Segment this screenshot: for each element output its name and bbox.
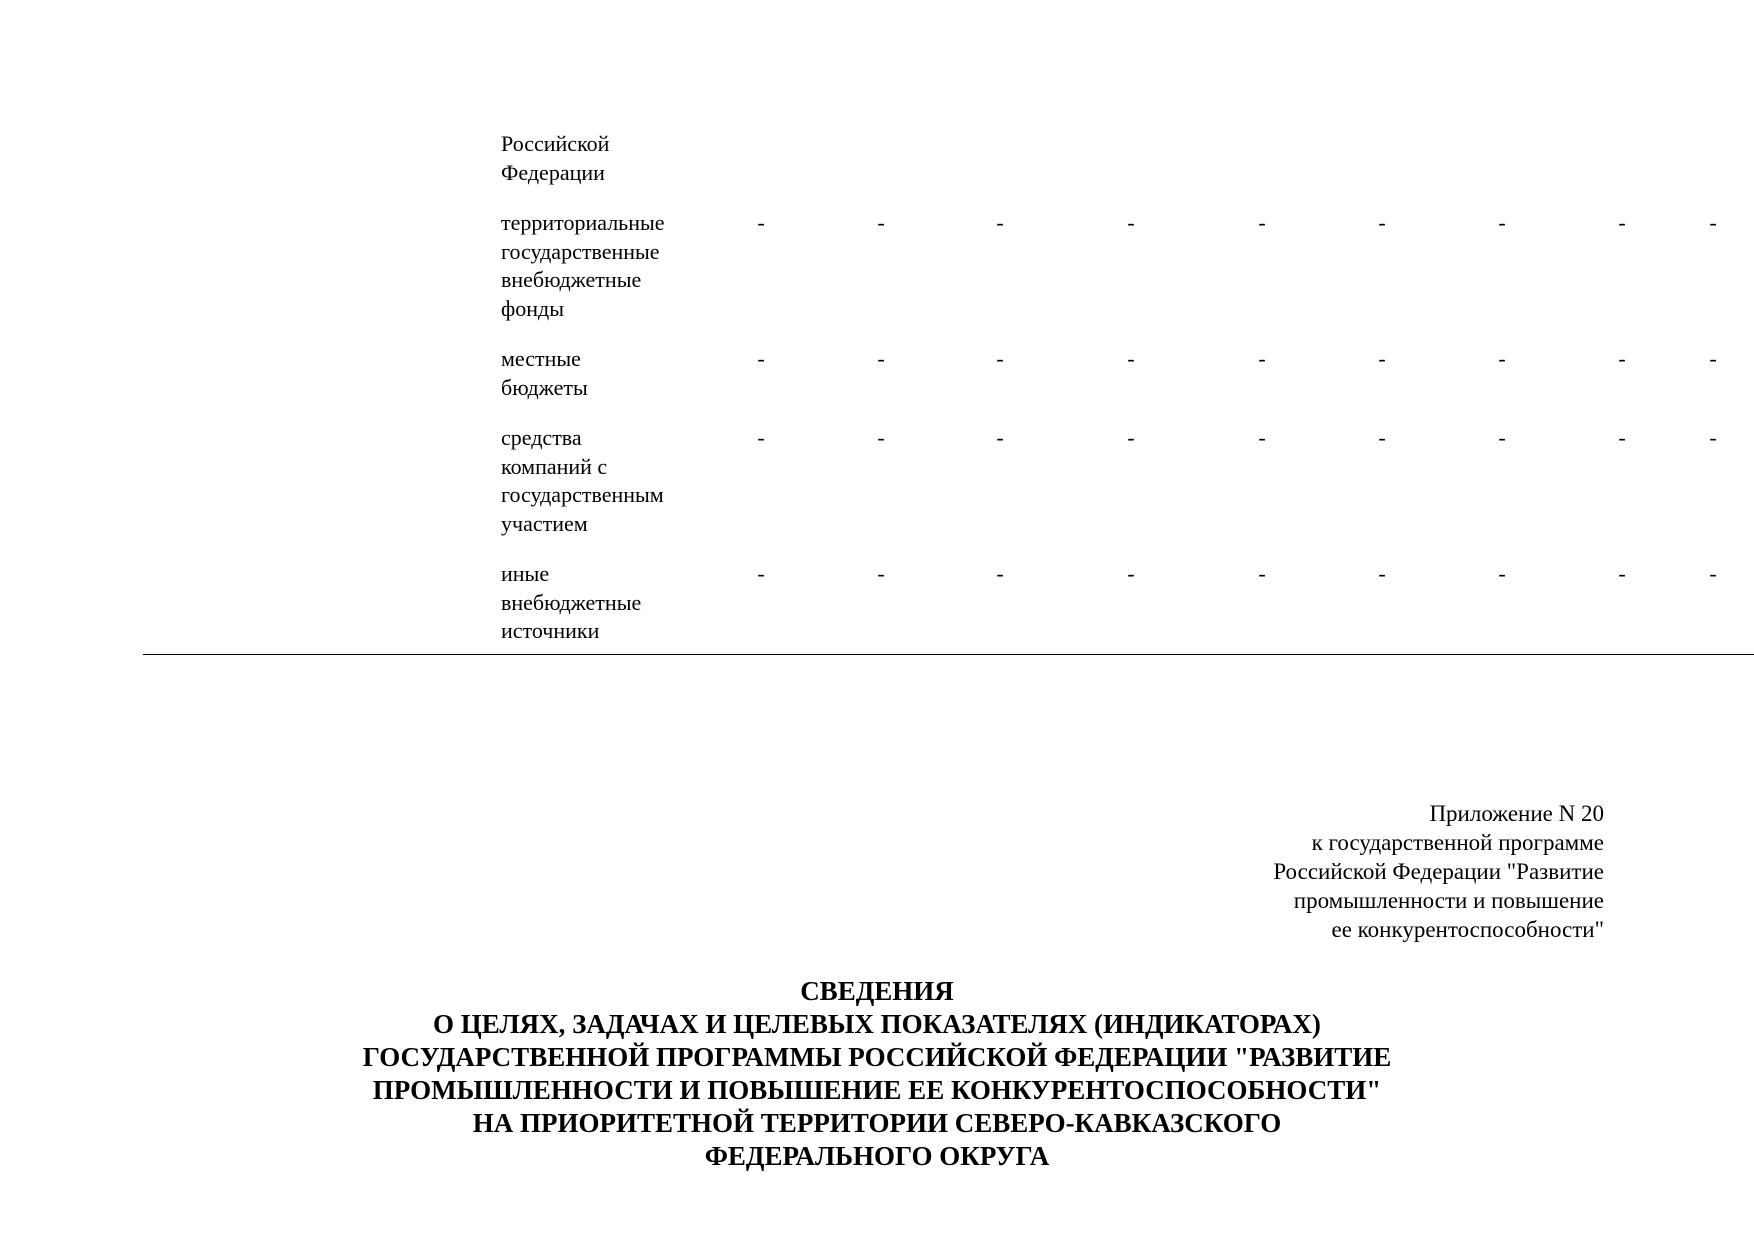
table-cell: - [996, 346, 1004, 371]
row-label: местные бюджеты [501, 346, 588, 400]
table-cell: - [1378, 210, 1386, 235]
table-cell: - [1127, 346, 1135, 371]
table-cell: - [757, 346, 765, 371]
table-cell: - [1709, 210, 1717, 235]
table-cell: - [1127, 561, 1135, 586]
appendix-line: Приложение N 20 [1429, 801, 1604, 826]
appendix-line: промышленности и повышение [1293, 888, 1604, 913]
row-label: территориальные государственные внебюджетные фонды [501, 210, 665, 321]
table-cell: - [877, 346, 885, 371]
table-cell: - [1127, 425, 1135, 450]
table-cell: - [1258, 346, 1266, 371]
table-cell: - [1258, 561, 1266, 586]
table-cell: - [757, 210, 765, 235]
table-cell: - [1618, 561, 1626, 586]
row-label: средства компаний с государственным участием [501, 425, 664, 536]
table-cell: - [877, 561, 885, 586]
table-cell: - [1618, 210, 1626, 235]
table-cell: - [996, 561, 1004, 586]
table-cell: - [877, 425, 885, 450]
table-cell: - [1618, 346, 1626, 371]
table-cell: - [877, 210, 885, 235]
title-line: О ЦЕЛЯХ, ЗАДАЧАХ И ЦЕЛЕВЫХ ПОКАЗАТЕЛЯХ (ИНДИКАТОРАХ) [433, 1009, 1321, 1039]
title-line: ГОСУДАРСТВЕННОЙ ПРОГРАММЫ РОССИЙСКОЙ ФЕДЕРАЦИИ "РАЗВИТИЕ [362, 1042, 1392, 1072]
table-cell: - [1498, 561, 1506, 586]
table-cell: - [1498, 346, 1506, 371]
table-cell: - [1709, 561, 1717, 586]
table-cell: - [1618, 425, 1626, 450]
table-cell: - [1127, 210, 1135, 235]
appendix-line: Российской Федерации "Развитие [1273, 859, 1604, 884]
appendix-line: ее конкурентоспособности" [1331, 917, 1604, 942]
title-line: ПРОМЫШЛЕННОСТИ И ПОВЫШЕНИЕ ЕЕ КОНКУРЕНТОСПОСОБНОСТИ" [372, 1075, 1382, 1105]
table-cell: - [996, 210, 1004, 235]
title-line: СВЕДЕНИЯ [800, 976, 954, 1006]
table-cell: - [996, 425, 1004, 450]
table-cell: - [1378, 425, 1386, 450]
appendix-reference [1273, 799, 1604, 944]
table-cell: - [757, 425, 765, 450]
table-bottom-rule [143, 654, 1754, 655]
table-cell: - [1378, 346, 1386, 371]
table-cell: - [757, 561, 765, 586]
table-cell: - [1498, 210, 1506, 235]
table-cell: - [1258, 210, 1266, 235]
document-title [0, 975, 1754, 1173]
appendix-line: к государственной программе [1311, 830, 1604, 855]
table-cell: - [1709, 425, 1717, 450]
table-cell: - [1709, 346, 1717, 371]
row-label: иные внебюджетные источники [501, 561, 642, 643]
table-cell: - [1378, 561, 1386, 586]
table-cell: - [1258, 425, 1266, 450]
table-cell: - [1498, 425, 1506, 450]
row-label: Российской Федерации [501, 131, 610, 185]
title-line: ФЕДЕРАЛЬНОГО ОКРУГА [704, 1141, 1050, 1171]
title-line: НА ПРИОРИТЕТНОЙ ТЕРРИТОРИИ СЕВЕРО-КАВКАЗСКОГО [472, 1108, 1282, 1138]
